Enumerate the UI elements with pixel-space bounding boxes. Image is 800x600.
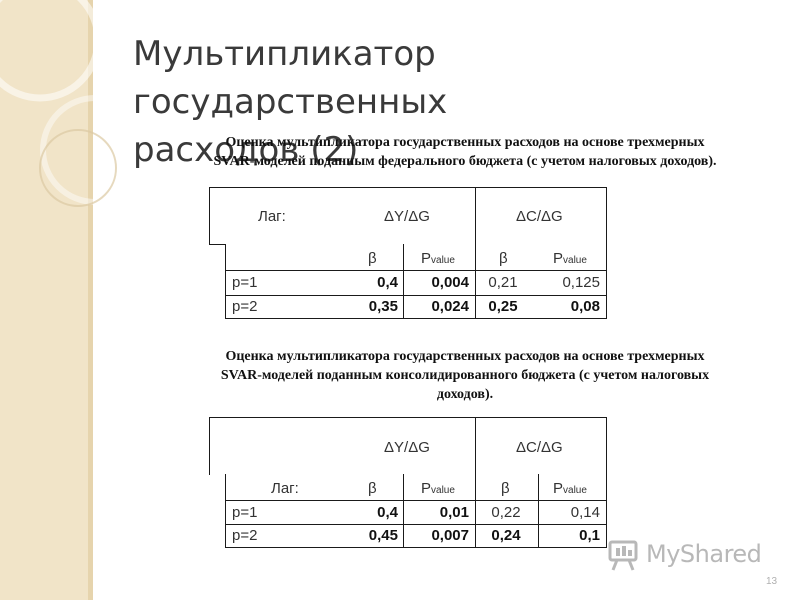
table1-row2-p2: 0,08 — [570, 298, 600, 315]
table1-p-header-1 — [421, 249, 455, 271]
table1-row2-label: p=2 — [232, 298, 258, 315]
table2-row-line — [225, 524, 607, 525]
table1-row-line — [225, 295, 607, 296]
table2-beta-header-1: β — [368, 480, 377, 497]
table1-lag-label: Лаг: — [258, 208, 286, 225]
table2-border-bottom — [225, 547, 607, 548]
table2-group2-header: ΔC/ΔG — [516, 439, 563, 456]
table1-col-divider-1 — [403, 244, 404, 319]
decorative-circles — [0, 0, 140, 260]
table2-row1-beta2: 0,22 — [491, 504, 521, 521]
table2-p-header-1 — [421, 479, 455, 501]
table1-beta-header-1: β — [368, 250, 377, 267]
table1-p-header-2 — [553, 249, 587, 271]
table1-row2-beta2: 0,25 — [488, 298, 518, 315]
slide-title-line-1: Мультипликатор государственных — [133, 34, 448, 122]
table1-row1-beta2: 0,21 — [488, 274, 518, 291]
table1-row2-p1: 0,024 — [431, 298, 469, 315]
table2-caption-line-2: SVAR-моделей поданным консолидированного бюджета (с учетом налоговых — [220, 368, 710, 383]
page-number: 13 — [766, 576, 778, 587]
table2-header-line — [225, 500, 607, 501]
table1-border-bottom — [225, 318, 607, 319]
table1-p-letter-2: P — [553, 250, 564, 267]
table2-p-letter-2: P — [553, 480, 564, 497]
table2-row1-beta1: 0,4 — [377, 504, 398, 521]
table2-row2-p2: 0,1 — [579, 527, 600, 544]
table2-border-left-lower — [225, 474, 226, 548]
table1-caption-line-1: Оценка мультипликатора государственных расходов на основе трехмерных — [225, 135, 705, 150]
table2-row1-p2: 0,14 — [570, 504, 600, 521]
table1-row1-beta1: 0,4 — [377, 274, 398, 291]
table1-p-sub-2: value — [563, 255, 587, 266]
table1-header-line — [225, 270, 607, 271]
table1-row1-p1: 0,004 — [431, 274, 469, 291]
table2-row2-beta1: 0,45 — [368, 527, 398, 544]
table2-group1-header: ΔY/ΔG — [384, 439, 430, 456]
table2-p-header-2 — [553, 479, 587, 501]
table2-border-right — [606, 417, 607, 548]
slide-title-line-2: расходов (2) — [133, 130, 359, 170]
table1-row2-beta1: 0,35 — [368, 298, 398, 315]
table1-p-letter-1: P — [421, 250, 432, 267]
table1-row1-label: p=1 — [232, 274, 258, 291]
table1-beta-header-2: β — [499, 250, 508, 267]
table1-caption — [160, 133, 770, 171]
table1-caption-line-2: SVAR-моделей поданным федерального бюджета (с учетом налоговых доходов). — [213, 154, 717, 169]
myshared-watermark — [607, 537, 767, 573]
table1-group2-header: ΔC/ΔG — [516, 208, 563, 225]
table2-group-divider — [475, 417, 476, 548]
table2-caption-line-3: доходов). — [436, 387, 494, 402]
table2-caption — [160, 347, 770, 404]
table2-lag-label: Лаг: — [271, 480, 299, 497]
table1-p-sub-1: value — [431, 255, 455, 266]
watermark-text: MyShared — [646, 540, 762, 568]
table2-caption-line-1: Оценка мультипликатора государственных расходов на основе трехмерных — [225, 349, 705, 364]
table1-border-right — [606, 187, 607, 319]
table2-row2-beta2: 0,24 — [491, 527, 521, 544]
table2-p-sub-1: value — [431, 485, 455, 496]
table2-p-sub-2: value — [563, 485, 587, 496]
table1-border-left-lower — [225, 244, 226, 319]
table2-border-top — [209, 417, 607, 418]
table1-border-step — [209, 244, 225, 245]
table1-row1-p2: 0,125 — [562, 274, 600, 291]
table2-col-divider-1 — [403, 474, 404, 548]
table1-group1-header: ΔY/ΔG — [384, 208, 430, 225]
table1-border-top — [209, 187, 607, 188]
table1-border-left-upper — [209, 187, 210, 245]
table2-row1-p1: 0,01 — [439, 504, 469, 521]
table2-row2-label: p=2 — [232, 527, 258, 544]
table2-row2-p1: 0,007 — [431, 527, 469, 544]
presentation-board-icon — [607, 537, 643, 573]
table2-beta-header-2: β — [501, 480, 510, 497]
table2-col-divider-2 — [538, 474, 539, 548]
table2-row1-label: p=1 — [232, 504, 258, 521]
table2-p-letter-1: P — [421, 480, 432, 497]
table2-border-left-upper — [209, 417, 210, 475]
